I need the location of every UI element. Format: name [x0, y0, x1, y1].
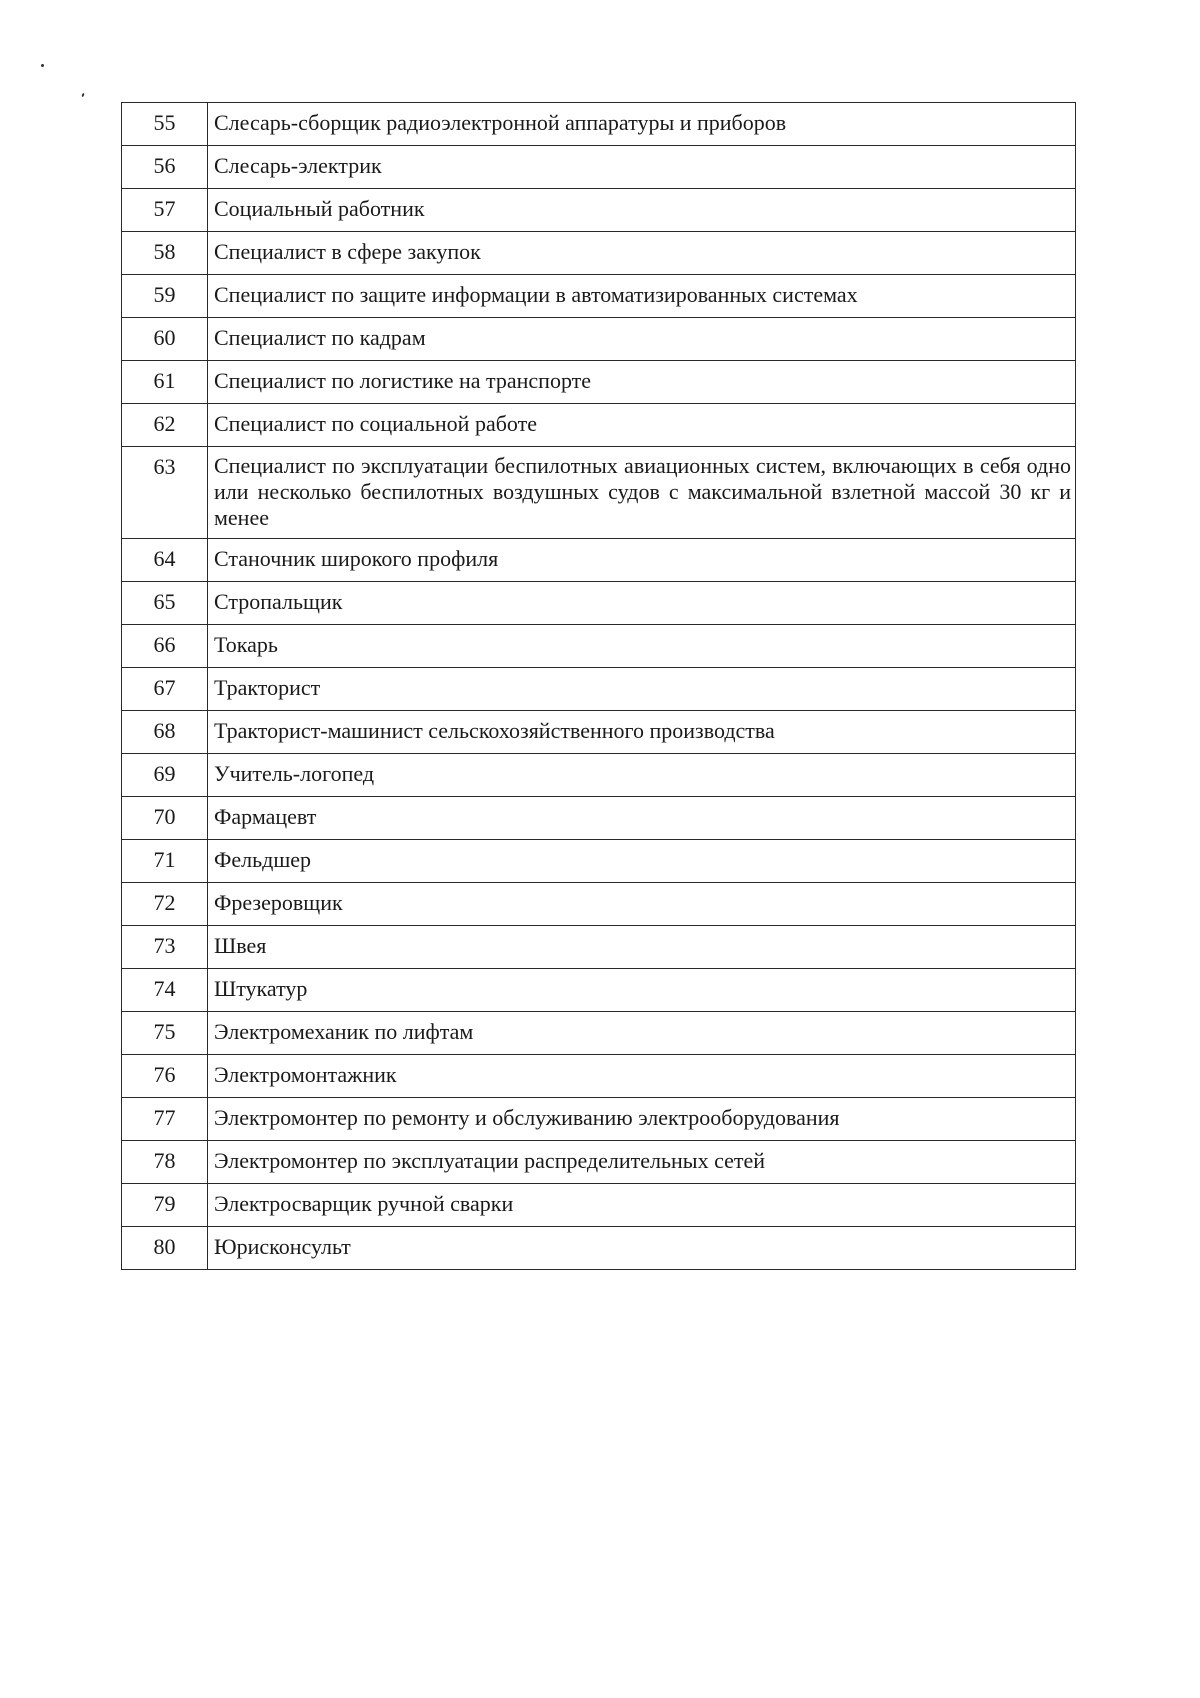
row-number: 57 — [122, 189, 208, 232]
table-row — [122, 1012, 1076, 1055]
table-row — [122, 103, 1076, 146]
row-number: 75 — [122, 1012, 208, 1055]
row-number: 63 — [122, 447, 208, 539]
profession-name: Электромонтер по ремонту и обслуживанию электрооборудования — [208, 1098, 1076, 1141]
row-number: 79 — [122, 1184, 208, 1227]
row-number: 68 — [122, 711, 208, 754]
table-row — [122, 1184, 1076, 1227]
table-row — [122, 668, 1076, 711]
profession-name: Специалист по логистике на транспорте — [208, 361, 1076, 404]
scan-speck — [81, 93, 84, 97]
row-number: 78 — [122, 1141, 208, 1184]
table-row — [122, 754, 1076, 797]
profession-name: Токарь — [208, 625, 1076, 668]
row-number: 70 — [122, 797, 208, 840]
row-number: 72 — [122, 883, 208, 926]
row-number: 76 — [122, 1055, 208, 1098]
profession-name: Специалист по эксплуатации беспилотных авиационных систем, включающих в себя одно или несколько беспилотных воздушных судов с максимальной взлетной массой 30 кг и менее — [208, 447, 1076, 539]
row-number: 61 — [122, 361, 208, 404]
row-number: 71 — [122, 840, 208, 883]
table-row — [122, 582, 1076, 625]
row-number: 64 — [122, 539, 208, 582]
row-number: 80 — [122, 1227, 208, 1270]
profession-name: Штукатур — [208, 969, 1076, 1012]
row-number: 74 — [122, 969, 208, 1012]
profession-name: Слесарь-сборщик радиоэлектронной аппаратуры и приборов — [208, 103, 1076, 146]
profession-name: Специалист по защите информации в автоматизированных системах — [208, 275, 1076, 318]
row-number: 69 — [122, 754, 208, 797]
table-row — [122, 318, 1076, 361]
table-row — [122, 840, 1076, 883]
profession-name: Тракторист-машинист сельскохозяйственного производства — [208, 711, 1076, 754]
profession-name: Социальный работник — [208, 189, 1076, 232]
profession-name: Электромонтажник — [208, 1055, 1076, 1098]
profession-name: Электросварщик ручной сварки — [208, 1184, 1076, 1227]
table-row — [122, 926, 1076, 969]
row-number: 66 — [122, 625, 208, 668]
professions-table — [121, 102, 1076, 1270]
professions-table-body — [122, 103, 1076, 1270]
row-number: 73 — [122, 926, 208, 969]
profession-name: Тракторист — [208, 668, 1076, 711]
table-row — [122, 1227, 1076, 1270]
profession-name: Специалист в сфере закупок — [208, 232, 1076, 275]
table-row — [122, 1055, 1076, 1098]
table-row — [122, 1141, 1076, 1184]
profession-name: Специалист по социальной работе — [208, 404, 1076, 447]
row-number: 56 — [122, 146, 208, 189]
table-row — [122, 797, 1076, 840]
table-row — [122, 404, 1076, 447]
profession-name: Швея — [208, 926, 1076, 969]
profession-name: Специалист по кадрам — [208, 318, 1076, 361]
scan-speck — [41, 64, 44, 67]
row-number: 60 — [122, 318, 208, 361]
table-row — [122, 625, 1076, 668]
profession-name: Электромонтер по эксплуатации распределительных сетей — [208, 1141, 1076, 1184]
table-row — [122, 539, 1076, 582]
table-row — [122, 189, 1076, 232]
profession-name: Фармацевт — [208, 797, 1076, 840]
profession-name: Фрезеровщик — [208, 883, 1076, 926]
profession-name: Слесарь-электрик — [208, 146, 1076, 189]
row-number: 59 — [122, 275, 208, 318]
row-number: 65 — [122, 582, 208, 625]
profession-name: Стропальщик — [208, 582, 1076, 625]
row-number: 77 — [122, 1098, 208, 1141]
profession-name: Юрисконсульт — [208, 1227, 1076, 1270]
table-row — [122, 969, 1076, 1012]
table-row — [122, 275, 1076, 318]
profession-name: Фельдшер — [208, 840, 1076, 883]
table-row — [122, 883, 1076, 926]
profession-name: Учитель-логопед — [208, 754, 1076, 797]
row-number: 67 — [122, 668, 208, 711]
table-row — [122, 711, 1076, 754]
table-row — [122, 447, 1076, 539]
table-row — [122, 361, 1076, 404]
table-row — [122, 232, 1076, 275]
table-row — [122, 146, 1076, 189]
profession-name: Электромеханик по лифтам — [208, 1012, 1076, 1055]
row-number: 58 — [122, 232, 208, 275]
profession-name: Станочник широкого профиля — [208, 539, 1076, 582]
table-row — [122, 1098, 1076, 1141]
row-number: 55 — [122, 103, 208, 146]
row-number: 62 — [122, 404, 208, 447]
